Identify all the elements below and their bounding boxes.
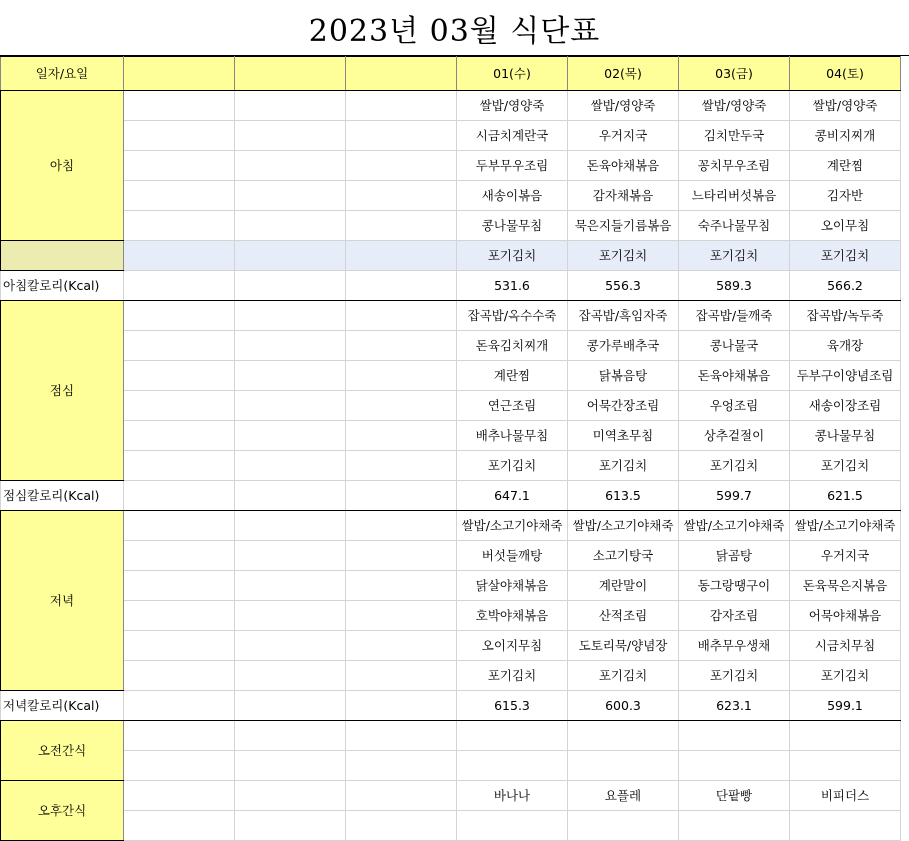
calorie-value: 615.3 xyxy=(457,691,568,721)
menu-item: 잡곡밥/옥수수죽 xyxy=(467,308,557,323)
blank-cell xyxy=(124,451,235,481)
menu-item: 포기김치 xyxy=(487,458,537,473)
menu-item-cell xyxy=(568,151,679,181)
blank-cell xyxy=(235,781,346,811)
blank-cell xyxy=(235,181,346,211)
menu-item: 잡곡밥/흑임자죽 xyxy=(578,308,668,323)
blank-cell xyxy=(124,481,235,511)
blank-cell xyxy=(124,601,235,631)
menu-item: 쌀밥/영양죽 xyxy=(479,98,545,113)
menu-item-cell xyxy=(679,331,790,361)
menu-item: 김치만두국 xyxy=(703,128,765,143)
blank-cell xyxy=(346,301,457,331)
blank-cell xyxy=(124,511,235,541)
blank-cell xyxy=(346,661,457,691)
menu-item: 두부구이양념조림 xyxy=(796,368,894,383)
blank-cell xyxy=(124,301,235,331)
menu-item-cell xyxy=(457,121,568,151)
menu-item: 콩비지찌개 xyxy=(814,128,876,143)
menu-item-cell xyxy=(457,211,568,241)
menu-item-cell xyxy=(679,511,790,541)
menu-item: 두부무우조림 xyxy=(475,158,549,173)
menu-item-cell xyxy=(790,661,901,691)
menu-item-cell xyxy=(457,601,568,631)
blank-cell xyxy=(346,811,457,841)
menu-item-cell xyxy=(568,121,679,151)
menu-item-cell xyxy=(790,211,901,241)
day-header: 02(목) xyxy=(568,57,679,91)
snack-row xyxy=(1,721,901,751)
meal-row xyxy=(1,151,901,181)
snack-label: 오전간식 xyxy=(1,721,124,781)
menu-item: 동그랑땡구이 xyxy=(697,578,771,593)
menu-item-cell xyxy=(790,391,901,421)
menu-item: 포기김치 xyxy=(820,458,870,473)
blank-cell xyxy=(235,301,346,331)
menu-item-cell xyxy=(457,361,568,391)
menu-item-cell xyxy=(457,91,568,121)
blank-cell xyxy=(235,421,346,451)
blank-cell xyxy=(346,541,457,571)
blank-cell xyxy=(346,211,457,241)
menu-item: 숙주나물무침 xyxy=(697,218,771,233)
menu-item-cell xyxy=(568,661,679,691)
menu-item: 시금치계란국 xyxy=(475,128,549,143)
menu-item: 오이무침 xyxy=(820,218,870,233)
calorie-value: 600.3 xyxy=(568,691,679,721)
blank-cell xyxy=(124,211,235,241)
blank-cell xyxy=(124,661,235,691)
blank-cell xyxy=(235,661,346,691)
menu-item-cell xyxy=(679,181,790,211)
menu-item-cell xyxy=(679,151,790,181)
snack-item xyxy=(568,811,679,841)
calorie-label: 점심칼로리(Kcal) xyxy=(1,481,124,511)
menu-item-cell xyxy=(679,661,790,691)
menu-item-cell xyxy=(679,601,790,631)
snack-label: 오후간식 xyxy=(1,781,124,841)
menu-item-cell xyxy=(457,541,568,571)
menu-item: 돈육야채볶음 xyxy=(586,158,660,173)
blank-cell xyxy=(124,91,235,121)
menu-item: 우엉조림 xyxy=(709,398,759,413)
header-blank-cell xyxy=(124,57,235,91)
blank-cell xyxy=(235,511,346,541)
calorie-row xyxy=(1,481,901,511)
menu-item: 잡곡밥/녹두죽 xyxy=(806,308,884,323)
menu-item: 우거지국 xyxy=(598,128,648,143)
blank-cell xyxy=(235,481,346,511)
blank-cell xyxy=(346,721,457,751)
menu-item-cell xyxy=(790,121,901,151)
menu-item: 쌀밥/영양죽 xyxy=(590,98,656,113)
menu-item-cell xyxy=(790,421,901,451)
menu-item-cell xyxy=(679,241,790,271)
blank-cell xyxy=(124,751,235,781)
menu-item-cell xyxy=(457,511,568,541)
menu-item-cell xyxy=(790,331,901,361)
menu-item-cell xyxy=(457,391,568,421)
menu-item: 꽁치무우조림 xyxy=(697,158,771,173)
menu-item: 콩나물무침 xyxy=(814,428,876,443)
calorie-value: 566.2 xyxy=(790,271,901,301)
menu-item-cell xyxy=(679,421,790,451)
blank-cell xyxy=(235,631,346,661)
blank-cell xyxy=(124,811,235,841)
calorie-value: 599.7 xyxy=(679,481,790,511)
blank-cell xyxy=(346,421,457,451)
calorie-row xyxy=(1,271,901,301)
blank-cell xyxy=(346,631,457,661)
menu-item: 묵은지들기름볶음 xyxy=(574,218,672,233)
menu-item: 닭볶음탕 xyxy=(598,368,648,383)
blank-cell xyxy=(346,751,457,781)
meal-row xyxy=(1,451,901,481)
blank-cell xyxy=(346,691,457,721)
menu-item: 배추나물무침 xyxy=(475,428,549,443)
snack-item xyxy=(568,751,679,781)
menu-item-cell xyxy=(790,571,901,601)
menu-item: 포기김치 xyxy=(709,668,759,683)
menu-item: 버섯들깨탕 xyxy=(481,548,543,563)
menu-item-cell xyxy=(790,451,901,481)
blank-cell xyxy=(346,571,457,601)
meal-row xyxy=(1,421,901,451)
meal-row xyxy=(1,241,901,271)
snack-item xyxy=(790,751,901,781)
menu-item: 포기김치 xyxy=(487,668,537,683)
meal-row xyxy=(1,661,901,691)
blank-cell xyxy=(235,811,346,841)
menu-item: 시금치무침 xyxy=(814,638,876,653)
menu-item-cell xyxy=(457,631,568,661)
menu-item: 포기김치 xyxy=(820,248,870,263)
blank-cell xyxy=(124,631,235,661)
blank-cell xyxy=(235,121,346,151)
meal-label: 저녁 xyxy=(1,511,124,691)
menu-item-cell xyxy=(679,541,790,571)
calorie-value: 647.1 xyxy=(457,481,568,511)
menu-item: 호박야채볶음 xyxy=(475,608,549,623)
menu-item-cell xyxy=(790,91,901,121)
snack-item: 단팥빵 xyxy=(679,781,790,811)
blank-cell xyxy=(346,391,457,421)
snack-row xyxy=(1,811,901,841)
blank-cell xyxy=(346,601,457,631)
menu-item: 도토리묵/양념장 xyxy=(578,638,668,653)
menu-item-cell xyxy=(679,571,790,601)
menu-item: 쌀밥/소고기야채죽 xyxy=(683,518,785,533)
menu-item-cell xyxy=(568,571,679,601)
blank-cell xyxy=(124,151,235,181)
menu-item-cell xyxy=(457,151,568,181)
blank-cell xyxy=(235,571,346,601)
blank-cell xyxy=(235,271,346,301)
meal-row xyxy=(1,211,901,241)
meal-row xyxy=(1,391,901,421)
menu-item-cell xyxy=(568,391,679,421)
meal-row xyxy=(1,361,901,391)
menu-item: 돈육김치찌개 xyxy=(475,338,549,353)
blank-cell xyxy=(235,601,346,631)
menu-item: 배추무우생채 xyxy=(697,638,771,653)
menu-item: 어묵간장조림 xyxy=(586,398,660,413)
blank-cell xyxy=(124,181,235,211)
blank-cell xyxy=(235,451,346,481)
menu-item: 쌀밥/영양죽 xyxy=(812,98,878,113)
header-blank-cell xyxy=(346,57,457,91)
menu-item-cell xyxy=(568,451,679,481)
blank-cell xyxy=(346,271,457,301)
blank-cell xyxy=(235,91,346,121)
meal-label: 아침 xyxy=(1,91,124,241)
menu-item: 포기김치 xyxy=(487,248,537,263)
menu-item: 새송이볶음 xyxy=(481,188,543,203)
menu-item-cell xyxy=(568,241,679,271)
menu-item-cell xyxy=(568,511,679,541)
menu-item: 새송이장조림 xyxy=(808,398,882,413)
menu-item-cell xyxy=(568,181,679,211)
snack-item xyxy=(790,811,901,841)
snack-item xyxy=(457,721,568,751)
menu-item-cell xyxy=(679,451,790,481)
date-day-label: 일자/요일 xyxy=(1,57,124,91)
menu-item: 김자반 xyxy=(826,188,864,203)
meal-row xyxy=(1,331,901,361)
menu-item: 포기김치 xyxy=(709,248,759,263)
calorie-row xyxy=(1,691,901,721)
snack-item xyxy=(790,721,901,751)
snack-item: 비피더스 xyxy=(790,781,901,811)
page-title: 2023년 03월 식단표 xyxy=(0,0,909,56)
menu-item-cell xyxy=(790,541,901,571)
menu-item-cell xyxy=(568,211,679,241)
calorie-value: 621.5 xyxy=(790,481,901,511)
meal-row xyxy=(1,541,901,571)
calorie-value: 589.3 xyxy=(679,271,790,301)
snack-item: 바나나 xyxy=(457,781,568,811)
day-header: 01(수) xyxy=(457,57,568,91)
menu-item: 상추겉절이 xyxy=(703,428,765,443)
calorie-value: 531.6 xyxy=(457,271,568,301)
menu-item: 잡곡밥/들깨죽 xyxy=(695,308,773,323)
menu-item-cell xyxy=(679,301,790,331)
calorie-value: 556.3 xyxy=(568,271,679,301)
blank-cell xyxy=(346,331,457,361)
snack-row xyxy=(1,781,901,811)
blank-cell xyxy=(346,511,457,541)
menu-item: 돈육야채볶음 xyxy=(697,368,771,383)
snack-item xyxy=(457,751,568,781)
menu-item: 미역초무침 xyxy=(592,428,654,443)
blank-cell xyxy=(124,721,235,751)
blank-cell xyxy=(346,481,457,511)
menu-item-cell xyxy=(568,91,679,121)
menu-item-cell xyxy=(457,661,568,691)
blank-cell xyxy=(235,331,346,361)
menu-item-cell xyxy=(457,571,568,601)
blank-cell xyxy=(124,331,235,361)
menu-item: 우거지국 xyxy=(820,548,870,563)
menu-item: 산적조림 xyxy=(598,608,648,623)
calorie-label: 아침칼로리(Kcal) xyxy=(1,271,124,301)
menu-item: 포기김치 xyxy=(598,668,648,683)
blank-cell xyxy=(124,271,235,301)
menu-item-cell xyxy=(568,361,679,391)
header-row xyxy=(1,57,901,91)
menu-item-cell xyxy=(790,631,901,661)
blank-cell xyxy=(124,421,235,451)
blank-cell xyxy=(346,91,457,121)
menu-item: 쌀밥/소고기야채죽 xyxy=(572,518,674,533)
menu-item: 느타리버섯볶음 xyxy=(691,188,777,203)
blank-cell xyxy=(235,541,346,571)
blank-cell xyxy=(124,691,235,721)
menu-item: 육개장 xyxy=(826,338,864,353)
blank-cell xyxy=(124,571,235,601)
menu-item-cell xyxy=(568,541,679,571)
snack-item xyxy=(679,811,790,841)
blank-cell xyxy=(235,361,346,391)
blank-cell xyxy=(346,181,457,211)
menu-item: 계란말이 xyxy=(598,578,648,593)
blank-cell xyxy=(124,541,235,571)
menu-item-cell xyxy=(568,301,679,331)
menu-item: 쌀밥/영양죽 xyxy=(701,98,767,113)
snack-row xyxy=(1,751,901,781)
menu-item-cell xyxy=(679,631,790,661)
header-blank-cell xyxy=(235,57,346,91)
blank-cell xyxy=(235,211,346,241)
blank-cell xyxy=(235,691,346,721)
menu-item-cell xyxy=(679,391,790,421)
blank-cell xyxy=(124,241,235,271)
snack-item xyxy=(568,721,679,751)
menu-item: 오이지무침 xyxy=(481,638,543,653)
menu-item-cell xyxy=(457,241,568,271)
menu-item: 닭곰탕 xyxy=(715,548,753,563)
blank-cell xyxy=(124,361,235,391)
menu-item-cell xyxy=(457,331,568,361)
menu-item-cell xyxy=(790,151,901,181)
day-header: 04(토) xyxy=(790,57,901,91)
menu-item: 감자조림 xyxy=(709,608,759,623)
menu-item: 돈육묵은지볶음 xyxy=(802,578,888,593)
snack-item xyxy=(679,751,790,781)
blank-cell xyxy=(346,241,457,271)
menu-item: 콩가루배추국 xyxy=(586,338,660,353)
snack-item: 요플레 xyxy=(568,781,679,811)
menu-item-cell xyxy=(790,301,901,331)
calorie-value: 623.1 xyxy=(679,691,790,721)
menu-item-cell xyxy=(568,601,679,631)
day-header: 03(금) xyxy=(679,57,790,91)
menu-item: 닭살야채볶음 xyxy=(475,578,549,593)
snack-item xyxy=(457,811,568,841)
menu-item-cell xyxy=(679,121,790,151)
menu-item: 감자채볶음 xyxy=(592,188,654,203)
menu-item-cell xyxy=(457,421,568,451)
menu-item: 연근조림 xyxy=(487,398,537,413)
menu-item-cell xyxy=(790,181,901,211)
menu-item: 쌀밥/소고기야채죽 xyxy=(461,518,563,533)
blank-cell xyxy=(346,451,457,481)
blank-cell xyxy=(235,721,346,751)
menu-item: 어묵야채볶음 xyxy=(808,608,882,623)
menu-item: 계란찜 xyxy=(493,368,531,383)
meal-row xyxy=(1,121,901,151)
menu-item-cell xyxy=(568,331,679,361)
blank-cell xyxy=(346,361,457,391)
menu-item-cell xyxy=(568,631,679,661)
menu-item-cell xyxy=(568,421,679,451)
meal-row xyxy=(1,601,901,631)
meal-row xyxy=(1,91,901,121)
blank-cell xyxy=(346,151,457,181)
menu-item: 콩나물국 xyxy=(709,338,759,353)
calorie-value: 599.1 xyxy=(790,691,901,721)
meal-row xyxy=(1,301,901,331)
meal-label: 점심 xyxy=(1,301,124,481)
menu-item-cell xyxy=(679,91,790,121)
menu-item: 포기김치 xyxy=(598,248,648,263)
meal-row xyxy=(1,181,901,211)
menu-item-cell xyxy=(457,301,568,331)
menu-item-cell xyxy=(679,211,790,241)
meal-row xyxy=(1,631,901,661)
meal-label-extension xyxy=(1,241,124,271)
menu-item-cell xyxy=(790,511,901,541)
menu-table xyxy=(0,56,901,841)
blank-cell xyxy=(124,391,235,421)
blank-cell xyxy=(235,151,346,181)
menu-item-cell xyxy=(790,241,901,271)
menu-item-cell xyxy=(457,181,568,211)
menu-item-cell xyxy=(679,361,790,391)
menu-item: 쌀밥/소고기야채죽 xyxy=(794,518,896,533)
menu-item-cell xyxy=(457,451,568,481)
blank-cell xyxy=(235,751,346,781)
menu-item: 포기김치 xyxy=(598,458,648,473)
menu-item: 포기김치 xyxy=(820,668,870,683)
snack-item xyxy=(679,721,790,751)
menu-item: 콩나물무침 xyxy=(481,218,543,233)
blank-cell xyxy=(124,781,235,811)
blank-cell xyxy=(346,781,457,811)
menu-item: 포기김치 xyxy=(709,458,759,473)
blank-cell xyxy=(235,241,346,271)
blank-cell xyxy=(124,121,235,151)
menu-item: 소고기탕국 xyxy=(592,548,654,563)
blank-cell xyxy=(346,121,457,151)
blank-cell xyxy=(235,391,346,421)
calorie-label: 저녁칼로리(Kcal) xyxy=(1,691,124,721)
meal-row xyxy=(1,571,901,601)
calorie-value: 613.5 xyxy=(568,481,679,511)
menu-item-cell xyxy=(790,601,901,631)
menu-item-cell xyxy=(790,361,901,391)
menu-item: 계란찜 xyxy=(826,158,864,173)
meal-row xyxy=(1,511,901,541)
